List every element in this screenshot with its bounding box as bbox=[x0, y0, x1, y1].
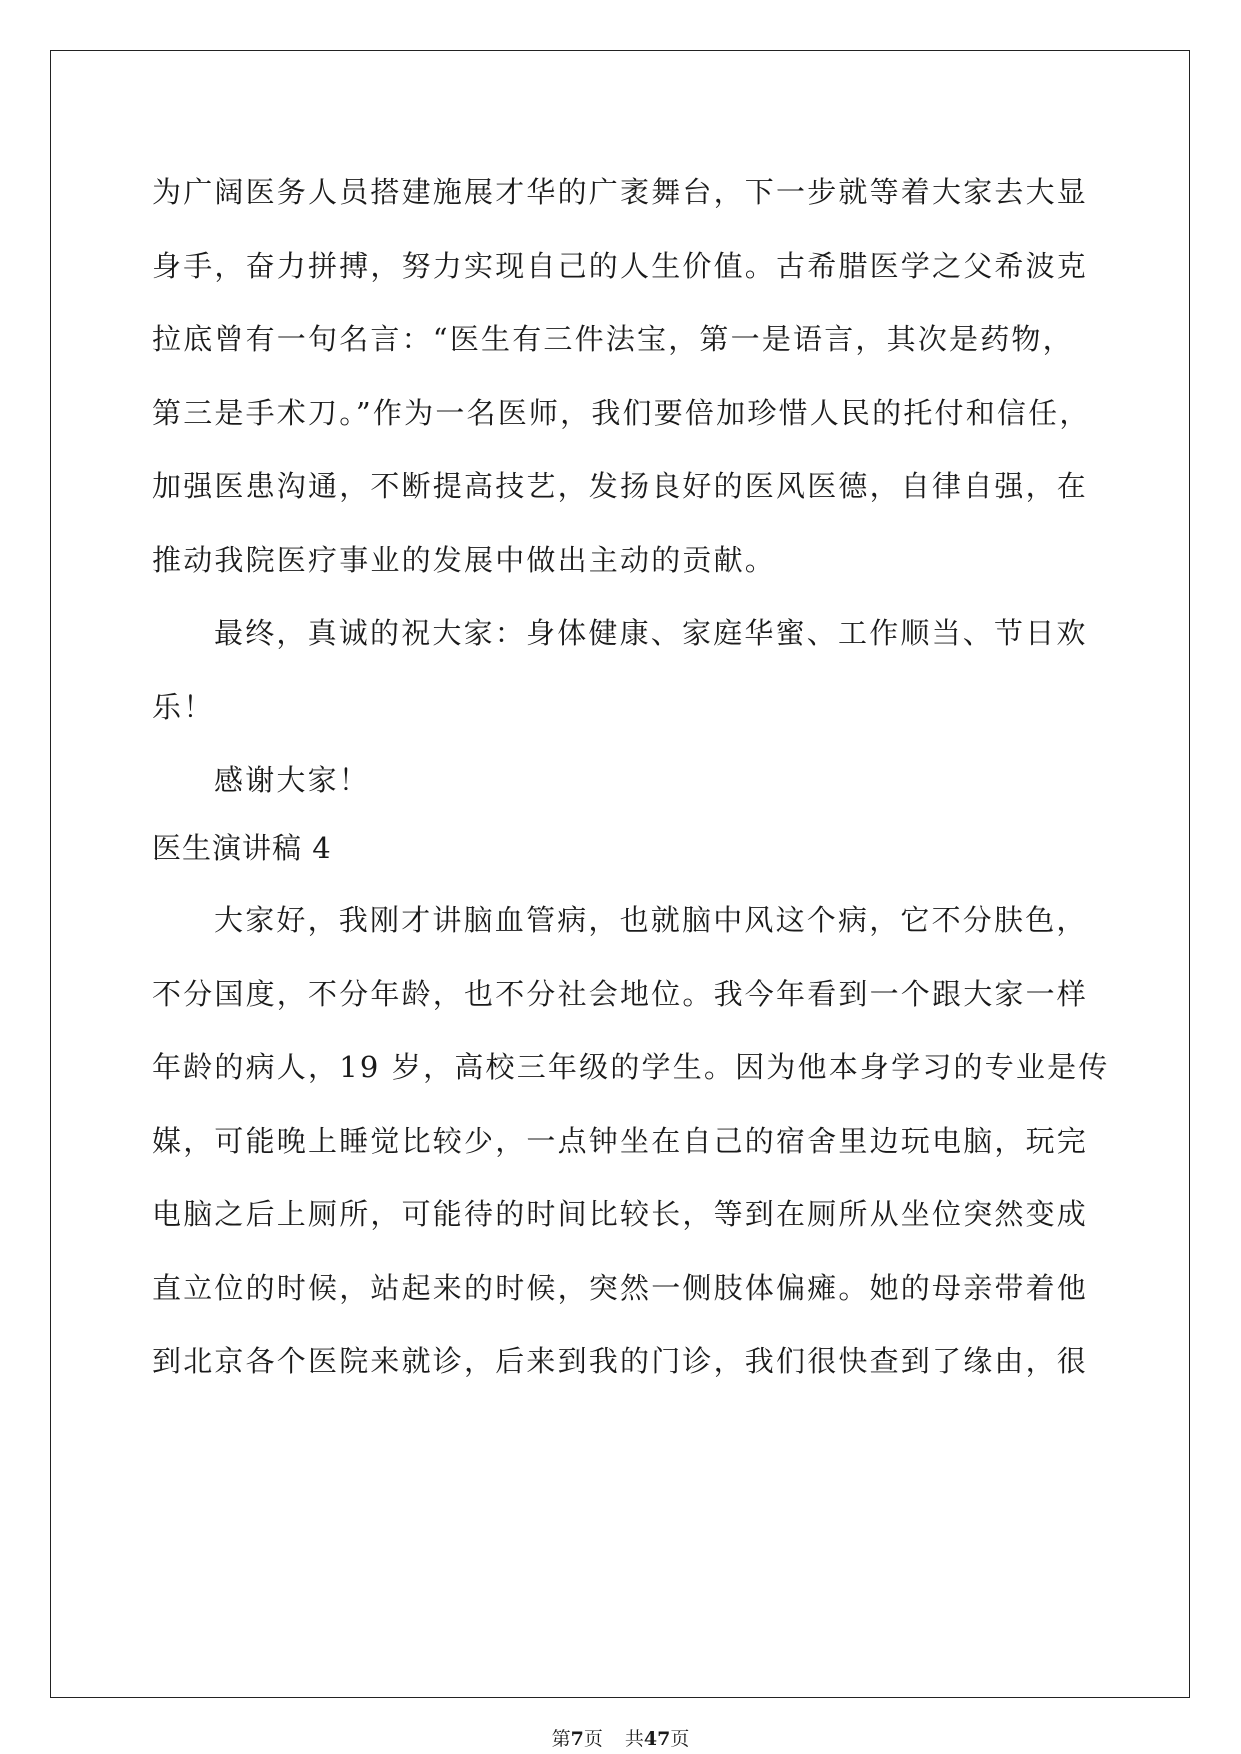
text-line: 电脑之后上厕所，可能待的时间比较长，等到在厕所从坐位突然变成 bbox=[152, 1197, 1089, 1231]
text-line: 直立位的时候，站起来的时候，突然一侧肢体偏瘫。她的母亲带着他 bbox=[152, 1271, 1089, 1305]
text-line: 大家好，我刚才讲脑血管病，也就脑中风这个病，它不分肤色， bbox=[214, 903, 1088, 937]
text-line: 身手，奋力拼搏，努力实现自己的人生价值。古希腊医学之父希波克 bbox=[152, 249, 1089, 283]
text-line: 感谢大家！ bbox=[214, 763, 371, 797]
total-suffix: 页 bbox=[670, 1728, 690, 1750]
page-number: 7 bbox=[570, 1728, 584, 1750]
text-line: 乐！ bbox=[152, 690, 215, 724]
text-line: 媒，可能晚上睡觉比较少，一点钟坐在自己的宿舍里边玩电脑，玩完 bbox=[152, 1124, 1089, 1158]
text-line: 加强医患沟通，不断提高技艺，发扬良好的医风医德，自律自强，在 bbox=[152, 469, 1089, 503]
section-heading: 医生演讲稿 4 bbox=[152, 831, 332, 865]
text-line: 不分国度，不分年龄，也不分社会地位。我今年看到一个跟大家一样 bbox=[152, 977, 1089, 1011]
text-line: 第三是手术刀。”作为一名医师，我们要倍加珍惜人民的托付和信任， bbox=[152, 396, 1091, 430]
text-line: 为广阔医务人员搭建施展才华的广袤舞台，下一步就等着大家去大显 bbox=[152, 175, 1089, 209]
text-line: 最终，真诚的祝大家：身体健康、家庭华蜜、工作顺当、节日欢 bbox=[214, 616, 1088, 650]
text-line: 年龄的病人，19 岁，高校三年级的学生。因为他本身学习的专业是传 bbox=[152, 1050, 1110, 1084]
text-line: 推动我院医疗事业的发展中做出主动的贡献。 bbox=[152, 543, 777, 577]
total-pages: 47 bbox=[643, 1728, 671, 1750]
page-footer bbox=[0, 1727, 1241, 1751]
text-line: 到北京各个医院来就诊，后来到我的门诊，我们很快查到了缘由，很 bbox=[152, 1344, 1089, 1378]
text-line: 拉底曾有一句名言：“医生有三件法宝，第一是语言，其次是药物， bbox=[152, 322, 1074, 356]
total-prefix: 共 bbox=[624, 1728, 644, 1750]
page-border bbox=[50, 50, 1190, 1698]
page-prefix: 第 bbox=[551, 1728, 571, 1750]
page-suffix: 页 bbox=[583, 1728, 603, 1750]
